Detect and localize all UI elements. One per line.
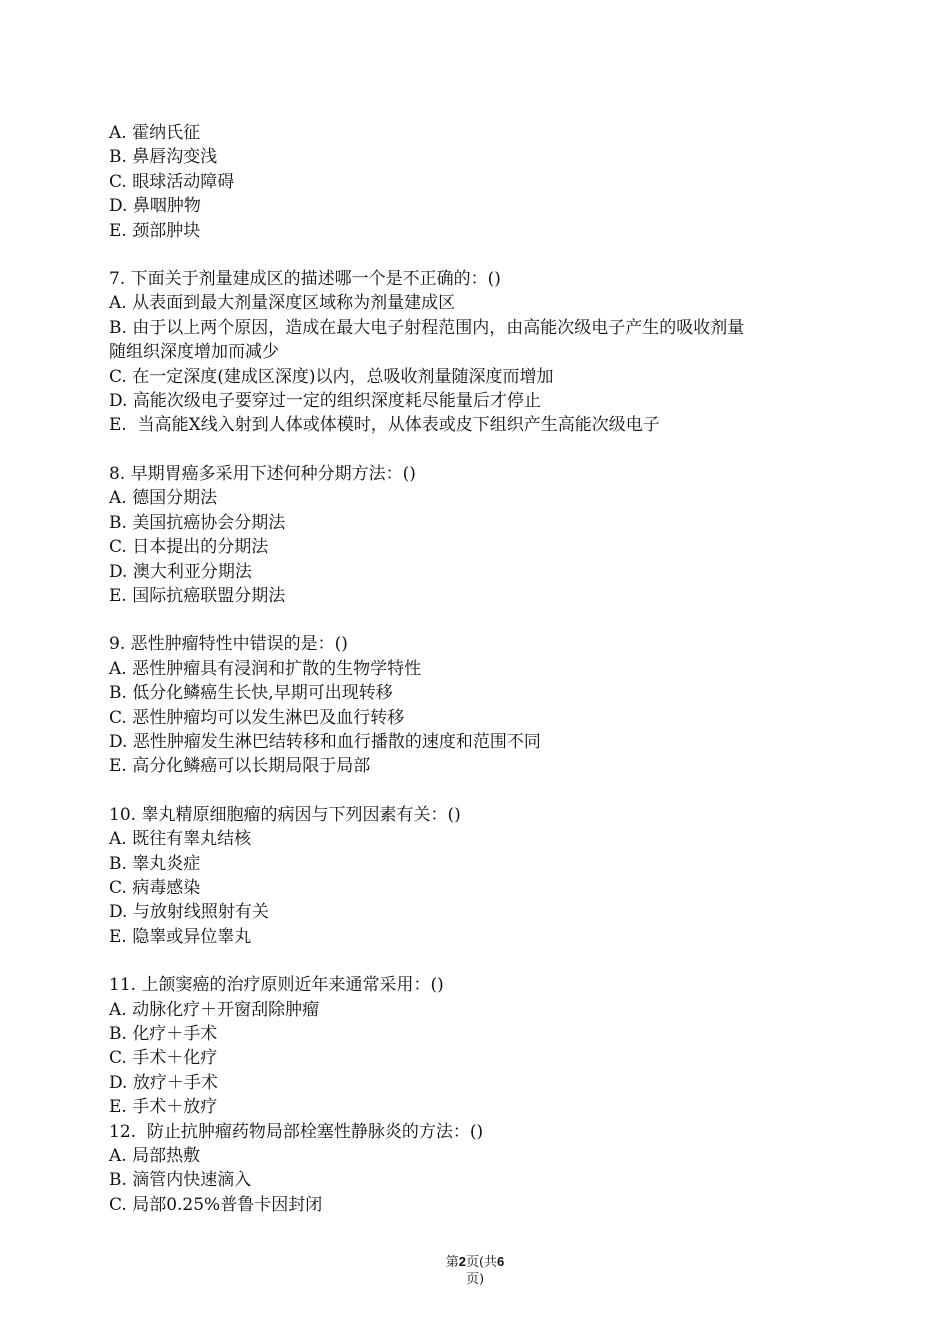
option-line: B. 化疗＋手术 xyxy=(109,1024,218,1044)
option-line: A. 既往有睾丸结核 xyxy=(109,829,252,850)
option-line: B. 滴管内快速滴入 xyxy=(109,1170,252,1191)
page-footer xyxy=(0,1253,950,1288)
spacer xyxy=(109,949,849,973)
question-block-7 xyxy=(109,267,849,438)
footer-middle: 页(共 xyxy=(465,1255,498,1270)
option-line: B. 睾丸炎症 xyxy=(109,853,201,874)
question-block-11 xyxy=(109,973,849,1119)
spacer xyxy=(109,608,849,632)
option-line: D. 澳大利亚分期法 xyxy=(109,561,252,582)
option-line: B. 美国抗癌协会分期法 xyxy=(109,512,286,533)
option-line: C. 局部0.25%普鲁卡因封闭 xyxy=(109,1194,323,1215)
option-line: C. 在一定深度(建成区深度)以内，总吸收剂量随深度而增加 xyxy=(109,366,554,387)
question-list xyxy=(109,121,849,1217)
footer-prefix: 第 xyxy=(445,1255,459,1270)
question-block-8 xyxy=(109,462,849,608)
spacer xyxy=(109,243,849,267)
option-line: E. 颈部肿块 xyxy=(109,220,201,241)
option-line: D. 恶性肿瘤发生淋巴结转移和血行播散的速度和范围不同 xyxy=(109,731,541,752)
question-text: 7. 下面关于剂量建成区的描述哪一个是不正确的：() xyxy=(109,269,501,290)
total-page-number: 6 xyxy=(497,1254,505,1269)
option-line: A. 霍纳氏征 xyxy=(109,123,201,143)
question-text: 12. 防止抗肿瘤药物局部栓塞性静脉炎的方法：() xyxy=(109,1121,484,1142)
option-line: B. 由于以上两个原因，造成在最大电子射程范围内，由高能次级电子产生的吸收剂量 xyxy=(109,317,745,338)
option-line: E. 隐睾或异位睾丸 xyxy=(109,926,252,947)
option-line: C. 恶性肿瘤均可以发生淋巴及血行转移 xyxy=(109,707,405,728)
spacer xyxy=(109,779,849,803)
option-line: B. 低分化鳞癌生长快,早期可出现转移 xyxy=(109,683,393,704)
option-line: D. 高能次级电子要穿过一定的组织深度耗尽能量后才停止 xyxy=(109,391,541,412)
current-page-number: 2 xyxy=(458,1254,466,1269)
spacer xyxy=(109,438,849,462)
option-line: A. 局部热敷 xyxy=(109,1146,201,1167)
option-line: E. 当高能X线入射到人体或体模时，从体表或皮下组织产生高能次级电子 xyxy=(109,415,660,436)
option-line: 随组织深度增加而减少 xyxy=(109,342,279,363)
option-line: D. 放疗＋手术 xyxy=(109,1072,218,1093)
option-line: E. 手术＋放疗 xyxy=(109,1097,218,1118)
question-text: 8. 早期胃癌多采用下述何种分期方法：() xyxy=(109,463,416,484)
option-line: A. 动脉化疗＋开窗刮除肿瘤 xyxy=(109,999,320,1020)
footer-suffix: 页) xyxy=(465,1272,485,1287)
question-block-6 xyxy=(109,121,849,243)
option-line: C. 日本提出的分期法 xyxy=(109,537,269,558)
question-text: 9. 恶性肿瘤特性中错误的是：() xyxy=(109,634,348,655)
page-number-line xyxy=(0,1253,950,1271)
option-line: E. 国际抗癌联盟分期法 xyxy=(109,585,286,606)
question-text: 11. 上颌窦癌的治疗原则近年来通常采用：() xyxy=(109,975,444,996)
option-line: C. 眼球活动障碍 xyxy=(109,171,235,192)
question-block-12 xyxy=(109,1120,849,1218)
option-line: C. 手术＋化疗 xyxy=(109,1048,218,1069)
option-line: B. 鼻唇沟变浅 xyxy=(109,147,218,168)
option-line: E. 高分化鳞癌可以长期局限于局部 xyxy=(109,756,371,777)
option-line: D. 与放射线照射有关 xyxy=(109,902,269,923)
question-text: 10. 睾丸精原细胞瘤的病因与下列因素有关：() xyxy=(109,804,461,825)
question-block-10 xyxy=(109,803,849,949)
option-line: A. 恶性肿瘤具有浸润和扩散的生物学特性 xyxy=(109,658,422,679)
option-line: D. 鼻咽肿物 xyxy=(109,196,201,217)
option-line: C. 病毒感染 xyxy=(109,877,201,898)
question-block-9 xyxy=(109,632,849,778)
option-line: A. 从表面到最大剂量深度区域称为剂量建成区 xyxy=(109,293,456,314)
option-line: A. 德国分期法 xyxy=(109,488,218,509)
